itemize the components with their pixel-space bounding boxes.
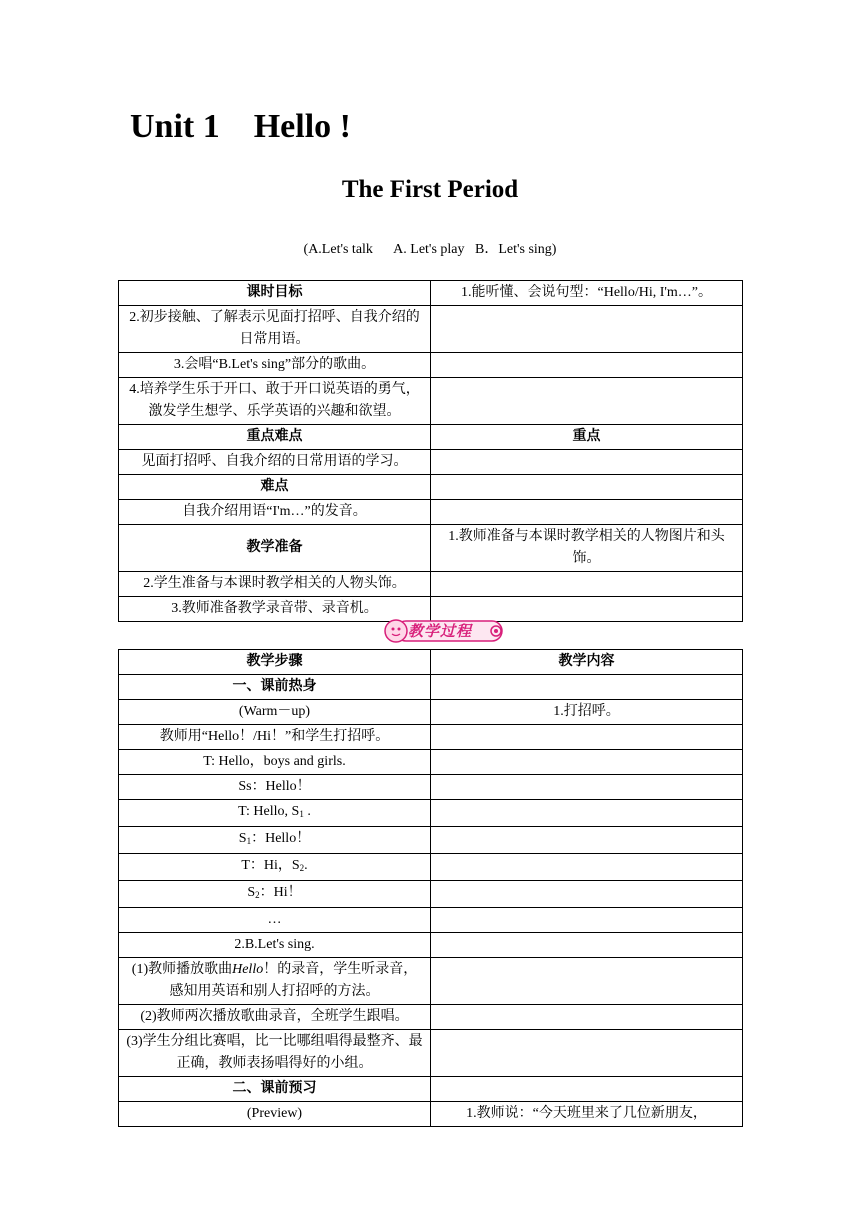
table-cell: … <box>119 908 431 933</box>
table-cell: 一、课前热身 <box>119 675 431 700</box>
table-row <box>119 500 743 525</box>
table-cell <box>431 1030 743 1077</box>
table-row <box>119 675 743 700</box>
text-part: ！的录音，学生听录音，感知用英语和别人打招呼的方法。 <box>169 962 418 999</box>
table-row <box>119 700 743 725</box>
subscript: 1 <box>299 809 304 819</box>
table-cell <box>119 854 431 881</box>
table-cell: 难点 <box>119 475 431 500</box>
subscript: 2 <box>299 863 305 873</box>
table-cell: 4.培养学生乐于开口、敢于开口说英语的勇气，激发学生想学、乐学英语的兴趣和欲望。 <box>119 378 431 425</box>
table-header-row <box>119 650 743 675</box>
process-table <box>118 649 743 1127</box>
table-row <box>119 572 743 597</box>
table-cell: 3.教师准备教学录音带、录音机。 <box>119 597 431 622</box>
table-cell: 1.教师说：“今天班里来了几位新朋友， <box>431 1102 743 1127</box>
table-cell <box>431 881 743 908</box>
table-cell: 1.打招呼。 <box>431 700 743 725</box>
table-row <box>119 725 743 750</box>
teaching-process-banner <box>382 617 508 645</box>
table-row <box>119 1005 743 1030</box>
table-cell <box>431 933 743 958</box>
table-cell: (Warm－up) <box>119 700 431 725</box>
text-part: S <box>238 831 247 846</box>
text-part: (1)教师播放歌曲 <box>131 962 233 977</box>
table-cell <box>431 854 743 881</box>
table-row <box>119 1077 743 1102</box>
table-cell: T: Hello，boys and girls. <box>119 750 431 775</box>
table-cell: 自我介绍用语“I'm…”的发音。 <box>119 500 431 525</box>
table-cell <box>431 1077 743 1102</box>
table-row <box>119 800 743 827</box>
text-part: . <box>304 858 308 873</box>
table-cell <box>431 500 743 525</box>
table-row <box>119 475 743 500</box>
table-cell <box>119 958 431 1005</box>
table-cell <box>431 378 743 425</box>
table-cell: 重点难点 <box>119 425 431 450</box>
table-row <box>119 1102 743 1127</box>
table-row <box>119 353 743 378</box>
table-row <box>119 378 743 425</box>
table-row <box>119 306 743 353</box>
table-row <box>119 775 743 800</box>
table-cell <box>431 750 743 775</box>
table-row <box>119 750 743 775</box>
table-cell <box>431 572 743 597</box>
table-row <box>119 425 743 450</box>
table-row <box>119 525 743 572</box>
subscript: 1 <box>246 836 252 846</box>
table-header-cell: 教学步骤 <box>119 650 431 675</box>
table-cell <box>431 958 743 1005</box>
table-row <box>119 908 743 933</box>
song-title: Hello <box>232 962 264 977</box>
table-header-cell: 教学内容 <box>431 650 743 675</box>
subscript: 2 <box>255 890 260 900</box>
table-cell: (2)教师两次播放歌曲录音，全班学生跟唱。 <box>119 1005 431 1030</box>
table-cell: 1.能听懂、会说句型：“Hello/Hi, I'm…”。 <box>431 281 743 306</box>
table-cell: 2.初步接触、了解表示见面打招呼、自我介绍的日常用语。 <box>119 306 431 353</box>
table-cell: 1.教师准备与本课时教学相关的人物图片和头饰。 <box>431 525 743 572</box>
table-row <box>119 854 743 881</box>
text-part: T: Hello, S <box>238 804 300 819</box>
table-cell <box>431 450 743 475</box>
table-cell <box>431 475 743 500</box>
banner-title: 教学过程 <box>408 622 473 640</box>
table-row <box>119 450 743 475</box>
goals-table <box>118 280 743 622</box>
table-cell: 重点 <box>431 425 743 450</box>
table-cell: 教学准备 <box>119 525 431 572</box>
table-cell: 2.B.Let's sing. <box>119 933 431 958</box>
table-cell: 3.会唱“B.Let's sing”部分的歌曲。 <box>119 353 431 378</box>
table-cell: 见面打招呼、自我介绍的日常用语的学习。 <box>119 450 431 475</box>
table-cell <box>119 800 431 827</box>
period-title: The First Period <box>341 176 519 203</box>
text-part: ：Hello！ <box>251 831 311 846</box>
text-part: . <box>303 804 311 819</box>
table-cell: 2.学生准备与本课时教学相关的人物头饰。 <box>119 572 431 597</box>
table-cell <box>431 827 743 854</box>
unit-title: Unit 1 Hello ! <box>130 108 351 145</box>
table-cell <box>431 908 743 933</box>
table-cell <box>431 675 743 700</box>
lesson-subtitle: (A.Let's talk A. Let's play B．Let's sing) <box>303 242 557 257</box>
table-cell: Ss：Hello！ <box>119 775 431 800</box>
table-cell <box>431 775 743 800</box>
table-cell: (Preview) <box>119 1102 431 1127</box>
table-cell <box>431 306 743 353</box>
table-cell <box>119 827 431 854</box>
table-cell <box>431 353 743 378</box>
table-row <box>119 827 743 854</box>
table-cell: (3)学生分组比赛唱，比一比哪组唱得最整齐、最正确，教师表扬唱得好的小组。 <box>119 1030 431 1077</box>
table-row <box>119 881 743 908</box>
table-row <box>119 933 743 958</box>
table-cell <box>431 725 743 750</box>
table-cell: 教师用“Hello！/Hi！”和学生打招呼。 <box>119 725 431 750</box>
table-cell: 二、课前预习 <box>119 1077 431 1102</box>
table-cell <box>431 1005 743 1030</box>
table-row <box>119 958 743 1005</box>
text-part: S <box>247 885 256 900</box>
table-cell <box>119 881 431 908</box>
table-row <box>119 1030 743 1077</box>
text-part: ：Hi！ <box>259 885 302 900</box>
table-row <box>119 281 743 306</box>
table-cell: 课时目标 <box>119 281 431 306</box>
text-part: T：Hi，S <box>241 858 300 873</box>
table-cell <box>431 800 743 827</box>
